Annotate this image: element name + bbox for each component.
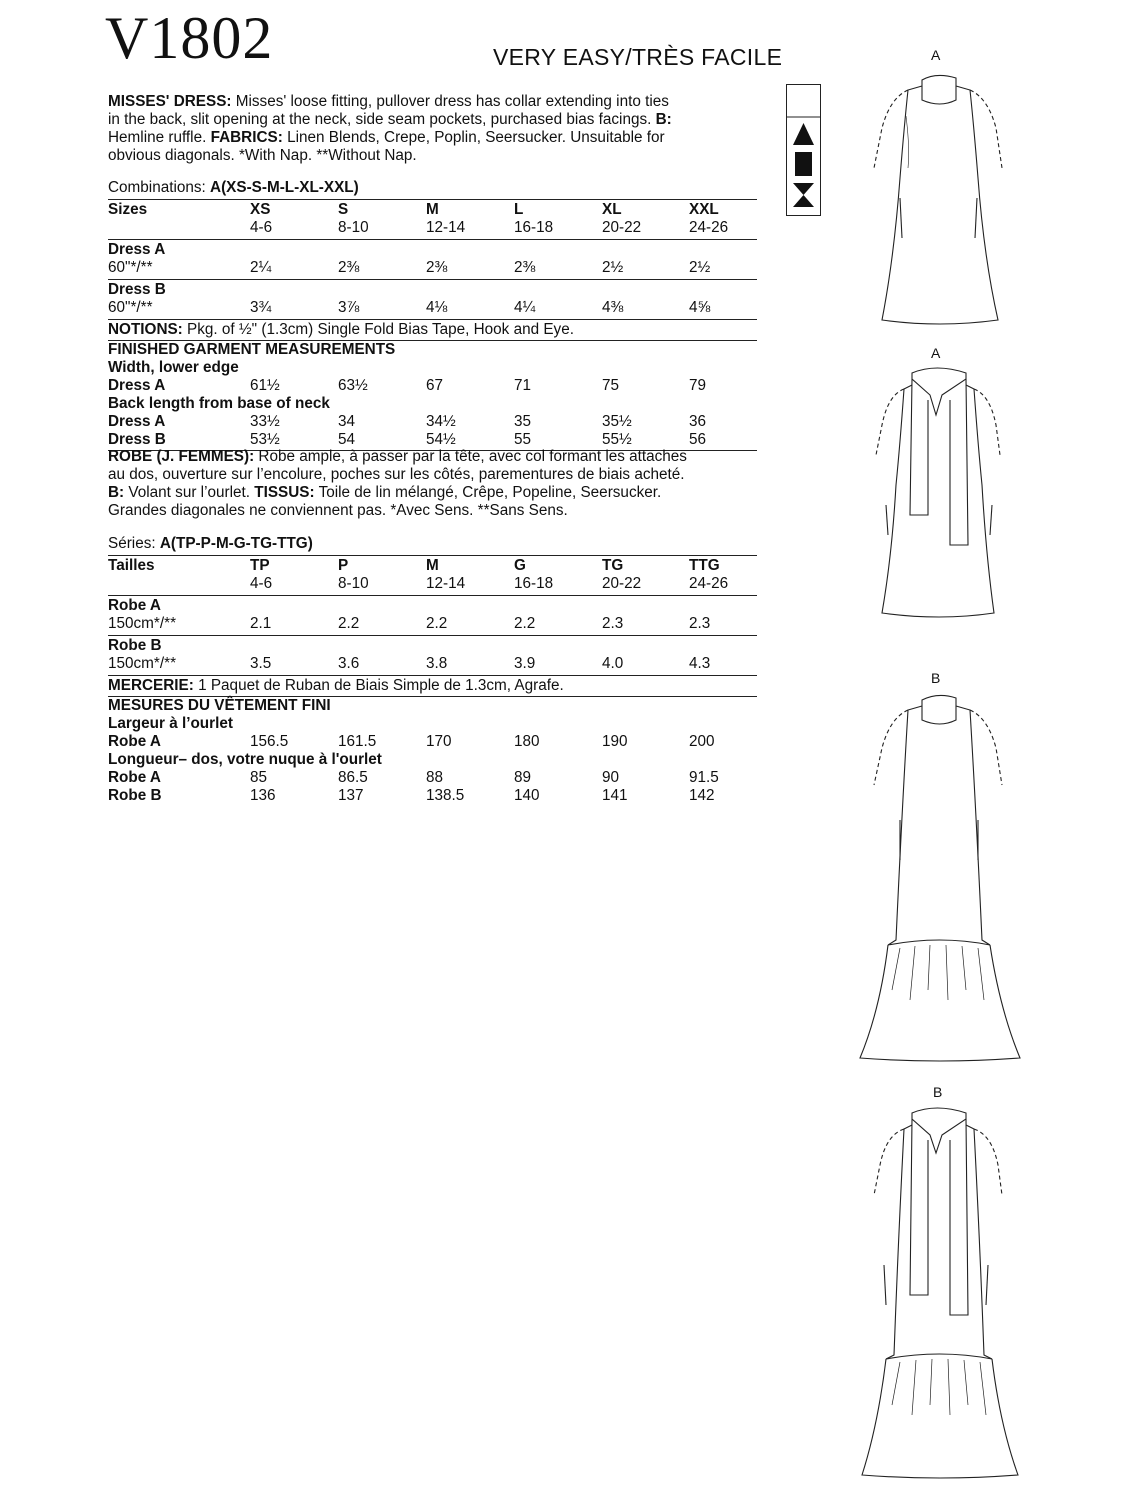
table-cell: 12-14 (426, 219, 466, 236)
divider (108, 319, 757, 320)
combinations-label: Combinations: (108, 179, 206, 196)
english-description-line: Hemline ruffle. FABRICS: Linen Blends, Crepe, Poplin, Seersucker. Unsuitable for (108, 129, 665, 146)
size-header-row (108, 557, 768, 575)
table-cell: TTG (689, 557, 720, 574)
table-cell: 34½ (426, 413, 456, 430)
table-cell: P (338, 557, 349, 574)
notions-row: MERCERIE: 1 Paquet de Ruban de Biais Simple de 1.3cm, Agrafe. (108, 677, 564, 694)
table-cell: 63½ (338, 377, 368, 394)
dress-a-front-illustration (870, 68, 1005, 335)
row-label: Dress B (108, 431, 166, 448)
divider (108, 675, 757, 676)
divider (108, 595, 757, 596)
divider (108, 635, 757, 636)
table-cell: 3¾ (250, 299, 272, 316)
table-cell: 55½ (602, 431, 632, 448)
table-cell: 2⅜ (514, 259, 536, 276)
french-description-line: Grandes diagonales ne conviennent pas. *Avec Sens. **Sans Sens. (108, 502, 568, 519)
row-label: 60"*/** (108, 259, 153, 276)
row-label: 150cm*/** (108, 615, 177, 632)
english-description-line: MISSES' DRESS: Misses' loose fitting, pullover dress has collar extending into ties (108, 93, 669, 110)
table-cell: 4.0 (602, 655, 624, 672)
length-row (108, 431, 768, 449)
row-label: Dress A (108, 377, 166, 394)
table-cell: 35½ (602, 413, 632, 430)
combinations (108, 179, 359, 197)
size-range-row (108, 575, 768, 593)
table-cell: 136 (250, 787, 276, 804)
table-cell: 138.5 (426, 787, 465, 804)
table-cell: 61½ (250, 377, 280, 394)
dress-b-front-illustration (870, 690, 1005, 1070)
table-cell: L (514, 201, 524, 218)
row-label: FINISHED GARMENT MEASUREMENTS (108, 341, 396, 358)
table-cell: 3⅞ (338, 299, 360, 316)
table-cell: 2.2 (426, 615, 448, 632)
table-cell: 2⅜ (426, 259, 448, 276)
row-label: Robe B (108, 787, 162, 804)
table-cell: 3.6 (338, 655, 360, 672)
yardage-name-row (108, 241, 768, 259)
english-description-line: obvious diagonals. *With Nap. **Without Nap. (108, 147, 417, 164)
width-row (108, 733, 768, 751)
french-description-line: ROBE (J. FEMMES): Robe ample, à passer par la tête, avec col formant les attaches (108, 448, 687, 465)
view-label-b-front: B (931, 670, 941, 686)
view-label-a-front: A (931, 47, 941, 63)
notions-row: NOTIONS: Pkg. of ½" (1.3cm) Single Fold Bias Tape, Hook and Eye. (108, 321, 574, 338)
row-label: Dress A (108, 241, 166, 258)
divider (108, 555, 757, 556)
table-cell: XL (602, 201, 622, 218)
yardage-row (108, 299, 768, 317)
row-label: Robe B (108, 637, 162, 654)
french-description-line: au dos, ouverture sur l’encolure, poches sur les côtés, parementures de biais acheté. (108, 466, 685, 483)
triangle-icon (793, 123, 814, 145)
combinations-value: A(XS-S-M-L-XL-XXL) (210, 179, 359, 196)
table-cell: 2.1 (250, 615, 272, 632)
table-cell: 35 (514, 413, 532, 430)
table-cell: 4⅝ (689, 299, 711, 316)
table-cell: 200 (689, 733, 715, 750)
fabric-symbols-box (786, 84, 821, 216)
row-label: Robe A (108, 733, 161, 750)
row-label: Sizes (108, 201, 148, 218)
table-cell: 85 (250, 769, 268, 786)
table-cell: XS (250, 201, 271, 218)
length-label-row (108, 395, 768, 413)
table-cell: 89 (514, 769, 532, 786)
row-label: Largeur à l’ourlet (108, 715, 233, 732)
row-label: Robe A (108, 597, 161, 614)
english-description (108, 93, 760, 165)
table-cell: 190 (602, 733, 628, 750)
length-label-row (108, 751, 768, 769)
yardage-name-row (108, 281, 768, 299)
french-description-line: B: Volant sur l’ourlet. TISSUS: Toile de lin mélangé, Crêpe, Popeline, Seersucker. (108, 484, 662, 501)
table-cell: 34 (338, 413, 356, 430)
table-cell: 55 (514, 431, 532, 448)
yardage-row (108, 655, 768, 673)
table-cell: 4⅛ (426, 299, 448, 316)
table-cell: 8-10 (338, 575, 369, 592)
table-cell: 8-10 (338, 219, 369, 236)
table-cell: 2⅜ (338, 259, 360, 276)
table-cell: 20-22 (602, 219, 642, 236)
table-cell: 75 (602, 377, 620, 394)
size-header-row (108, 201, 768, 219)
view-label-b-back: B (933, 1084, 943, 1100)
table-cell: 71 (514, 377, 532, 394)
table-cell: 20-22 (602, 575, 642, 592)
hourglass-icon (793, 183, 814, 207)
length-row (108, 769, 768, 787)
table-cell: XXL (689, 201, 719, 218)
row-label: Longueur– dos, votre nuque à l'ourlet (108, 751, 382, 768)
table-cell: 16-18 (514, 575, 554, 592)
table-cell: TG (602, 557, 624, 574)
table-cell: 12-14 (426, 575, 466, 592)
row-label: Dress A (108, 413, 166, 430)
table-cell: 90 (602, 769, 620, 786)
row-label: Tailles (108, 557, 155, 574)
size-range-row (108, 219, 768, 237)
table-cell: 16-18 (514, 219, 554, 236)
width-label-row (108, 359, 768, 377)
table-cell: 2.2 (338, 615, 360, 632)
row-label: Back length from base of neck (108, 395, 330, 412)
divider (108, 279, 757, 280)
finished-title-row (108, 697, 768, 715)
table-cell: 24-26 (689, 219, 729, 236)
french-description (108, 448, 768, 520)
table-cell: M (426, 557, 439, 574)
series-label: Séries: (108, 535, 156, 552)
width-label-row (108, 715, 768, 733)
table-cell: 2.3 (689, 615, 711, 632)
divider (108, 239, 757, 240)
row-label: 60"*/** (108, 299, 153, 316)
row-label: Dress B (108, 281, 166, 298)
table-cell: 2.2 (514, 615, 536, 632)
table-cell: 156.5 (250, 733, 289, 750)
table-cell: 2½ (689, 259, 711, 276)
yardage-name-row (108, 597, 768, 615)
table-cell: 88 (426, 769, 444, 786)
table-cell: M (426, 201, 439, 218)
view-label-a-back: A (931, 345, 941, 361)
row-label: 150cm*/** (108, 655, 177, 672)
table-cell: 2.3 (602, 615, 624, 632)
dress-a-back-illustration (870, 365, 1005, 632)
table-cell: TP (250, 557, 270, 574)
series-value: A(TP-P-M-G-TG-TTG) (159, 535, 313, 552)
table-cell: 2½ (602, 259, 624, 276)
table-cell: 4¼ (514, 299, 536, 316)
length-row (108, 787, 768, 805)
divider (108, 199, 757, 200)
table-cell: 142 (689, 787, 715, 804)
table-cell: 54 (338, 431, 356, 448)
table-cell: 2¼ (250, 259, 272, 276)
yardage-row (108, 259, 768, 277)
table-cell: 86.5 (338, 769, 368, 786)
row-label: Width, lower edge (108, 359, 239, 376)
table-cell: S (338, 201, 349, 218)
table-cell: 79 (689, 377, 707, 394)
table-cell: 141 (602, 787, 628, 804)
table-cell: 3.9 (514, 655, 536, 672)
table-cell: 170 (426, 733, 452, 750)
width-row (108, 377, 768, 395)
series (108, 535, 313, 553)
table-cell: 4⅜ (602, 299, 624, 316)
table-cell: 56 (689, 431, 707, 448)
table-cell: 3.5 (250, 655, 272, 672)
difficulty-label: VERY EASY/TRÈS FACILE (493, 44, 783, 70)
row-label: Robe A (108, 769, 161, 786)
table-cell: 161.5 (338, 733, 377, 750)
table-cell: 180 (514, 733, 540, 750)
english-description-line: in the back, slit opening at the neck, side seam pockets, purchased bias facings. B: (108, 111, 672, 128)
table-cell: 4.3 (689, 655, 711, 672)
pattern-number: V1802 (105, 5, 274, 71)
dress-b-back-illustration (870, 1105, 1005, 1485)
row-label: MESURES DU VÊTEMENT FINI (108, 697, 331, 714)
yardage-name-row (108, 637, 768, 655)
length-row (108, 413, 768, 431)
table-cell: 36 (689, 413, 707, 430)
yardage-row (108, 615, 768, 633)
table-cell: 33½ (250, 413, 280, 430)
table-cell: 67 (426, 377, 444, 394)
table-cell: 140 (514, 787, 540, 804)
table-cell: 24-26 (689, 575, 729, 592)
table-cell: G (514, 557, 526, 574)
table-cell: 137 (338, 787, 364, 804)
rectangle-icon (795, 152, 812, 176)
table-cell: 4-6 (250, 219, 273, 236)
finished-title-row (108, 341, 768, 359)
table-cell: 4-6 (250, 575, 273, 592)
table-cell: 53½ (250, 431, 280, 448)
table-cell: 3.8 (426, 655, 448, 672)
table-cell: 91.5 (689, 769, 719, 786)
table-cell: 54½ (426, 431, 456, 448)
